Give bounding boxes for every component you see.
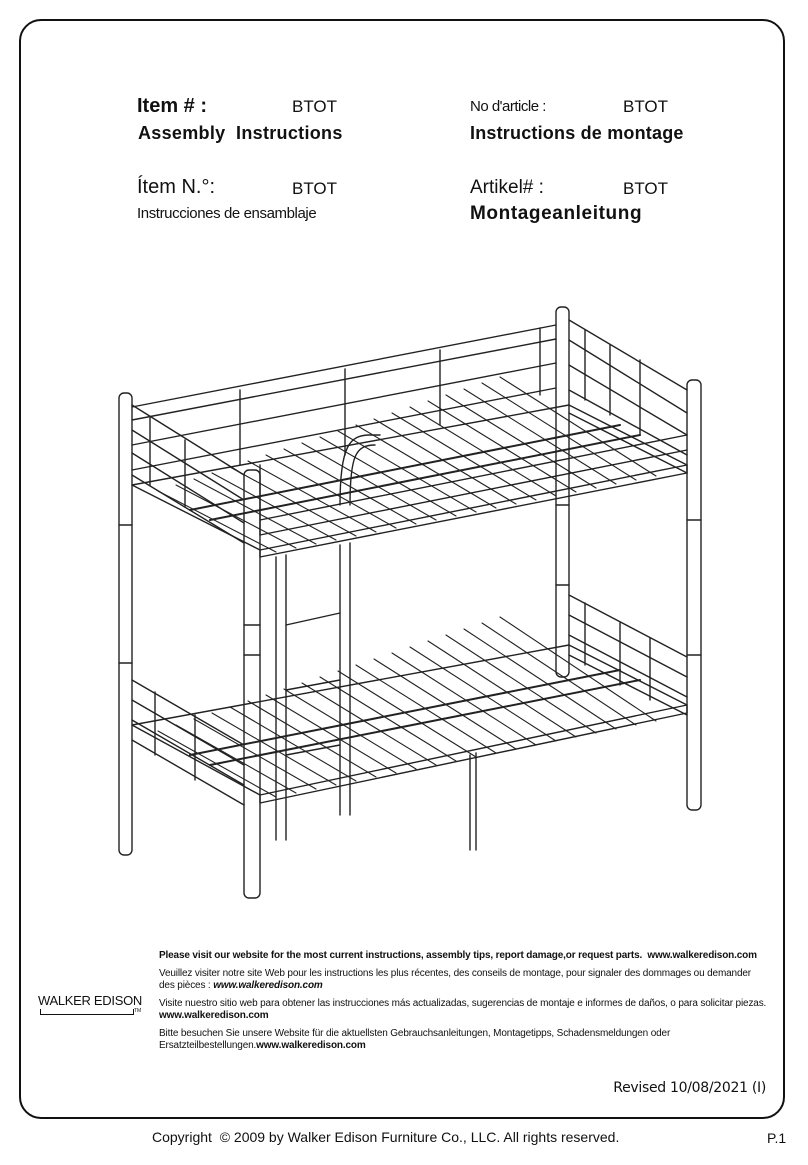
instructions-title-de: Montageanleitung [470, 203, 643, 224]
note-fr: Veuillez visiter notre site Web pour les instructions les plus récentes, des conseils de montage, pour signaler des dommages ou demander des pièces : www.walkeredison.com [159, 968, 751, 991]
instructions-title-en: Assembly Instructions [138, 123, 343, 143]
item-value-fr: BTOT [623, 97, 669, 116]
instructions-title-es: Instrucciones de ensamblaje [137, 205, 317, 222]
logo-text: WALKER EDISON [38, 993, 142, 1008]
item-label-es: Ítem N.°: [137, 176, 216, 198]
instructions-title-fr: Instructions de montage [470, 123, 684, 143]
copyright: Copyright © 2009 by Walker Edison Furniture Co., LLC. All rights reserved. [152, 1129, 620, 1145]
note-en: Please visit our website for the most current instructions, assembly tips, report damage,or request parts. www.walkeredison.com [159, 950, 757, 961]
item-value-en: BTOT [292, 97, 338, 116]
logo-underline [40, 1009, 134, 1015]
logo-trademark: TM [134, 1008, 142, 1014]
website-link-en[interactable]: www.walkeredison.com [647, 950, 757, 961]
website-link-fr[interactable]: www.walkeredison.com [213, 980, 323, 991]
walker-edison-logo [38, 993, 142, 1014]
website-link-es[interactable]: www.walkeredison.com [159, 1010, 269, 1021]
item-label-fr: No d'article : [470, 98, 546, 115]
website-link-de[interactable]: www.walkeredison.com [256, 1040, 366, 1051]
item-label-en: Item # : [137, 95, 208, 117]
note-es: Visite nuestro sitio web para obtener las instrucciones más actualizadas, sugerencias de montaje e informes de daños, o para solicitar piezas. www.walkeredison.com [159, 998, 767, 1021]
item-label-de: Artikel# : [470, 177, 544, 198]
website-notes [159, 950, 767, 1058]
item-value-de: BTOT [623, 179, 669, 198]
revision-date: Revised 10/08/2021 (I) [613, 1080, 766, 1096]
note-de: Bitte besuchen Sie unsere Website für die aktuellsten Gebrauchsanleitungen, Montagetipps, Schadensmeldungen oder Ersatzteilbestellungen.www.walkeredison.com [159, 1028, 671, 1051]
item-value-es: BTOT [292, 179, 338, 198]
bunk-bed-illustration [100, 295, 710, 915]
page-number: P.1 [767, 1130, 787, 1146]
